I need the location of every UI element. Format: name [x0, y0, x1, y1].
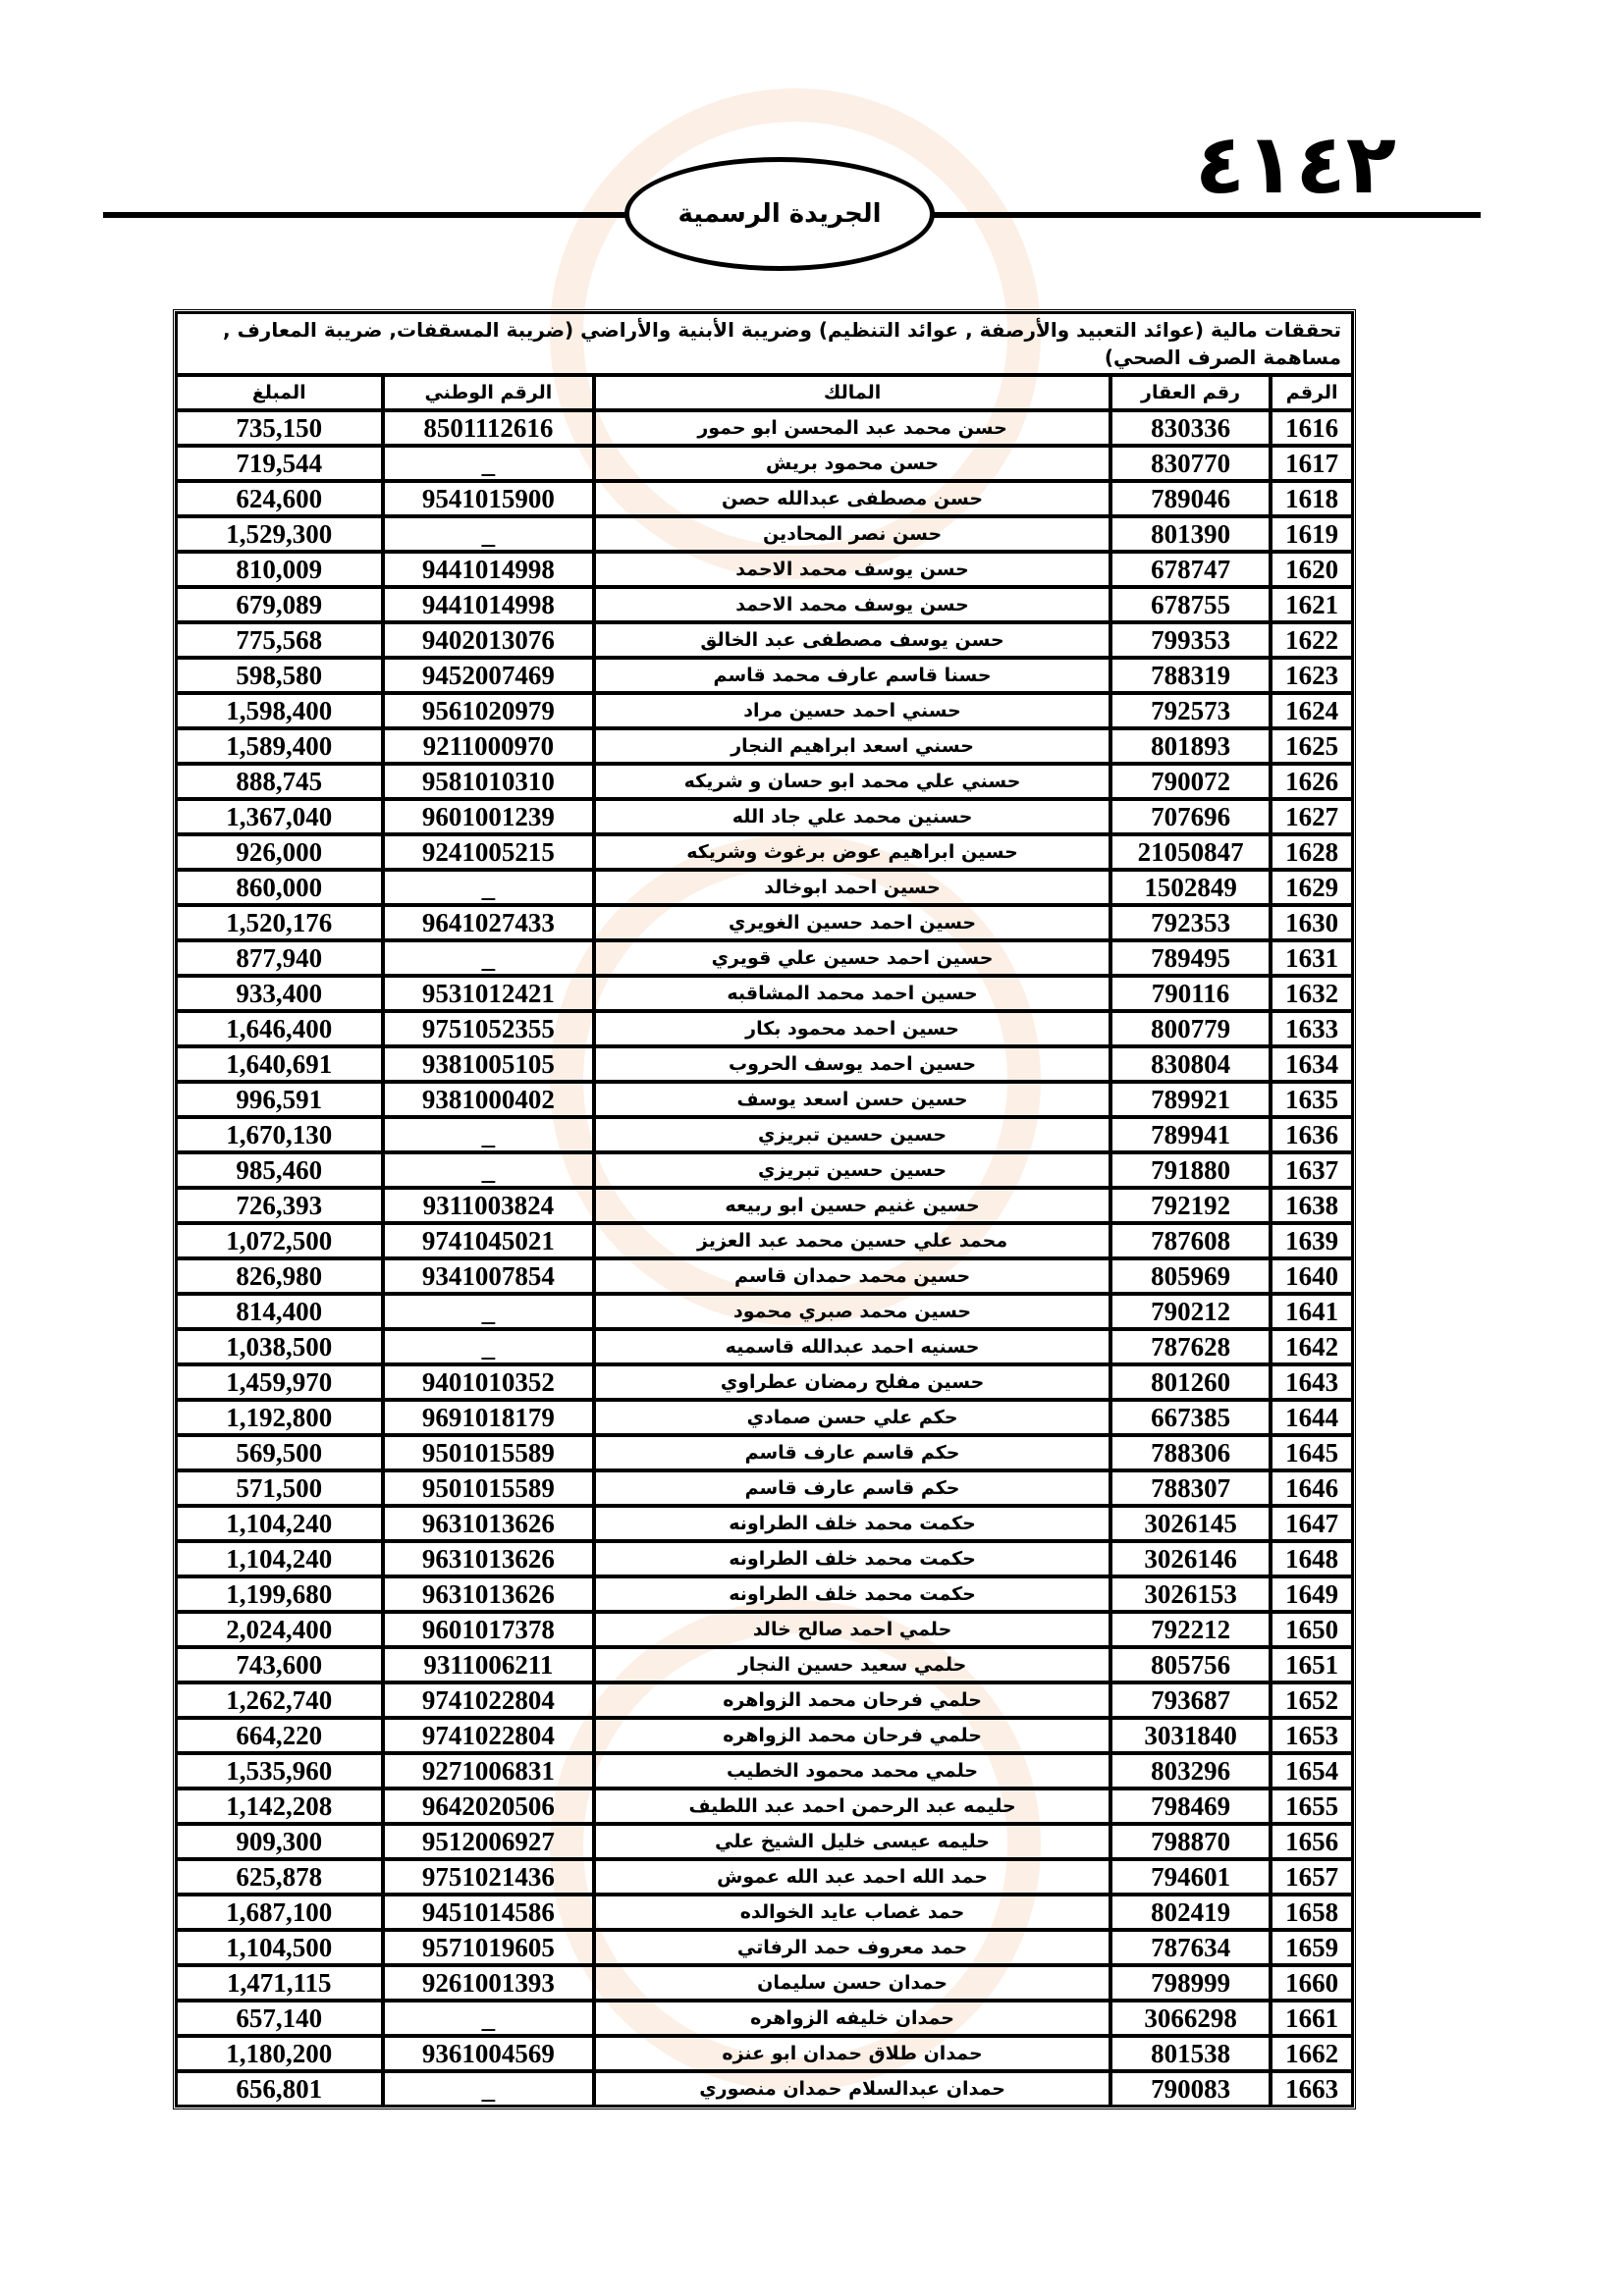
national-id: 9741022804 [383, 1682, 595, 1718]
national-id: 9341007854 [383, 1258, 595, 1294]
owner-name: حلمي فرحان محمد الزواهره [594, 1718, 1110, 1753]
national-id: 9751052355 [383, 1011, 595, 1046]
owner-name: حسين غنيم حسين ابو ربيعه [594, 1188, 1110, 1223]
amount: 719,544 [176, 446, 383, 481]
row-number: 1642 [1271, 1329, 1353, 1364]
national-id: 9402013076 [383, 622, 595, 658]
row-number: 1624 [1271, 693, 1353, 728]
table-row [176, 1470, 1353, 1506]
property-number: 793687 [1110, 1682, 1271, 1718]
table-row [176, 1930, 1353, 1965]
table-row [176, 658, 1353, 693]
amount: 877,940 [176, 940, 383, 976]
amount: 1,529,300 [176, 516, 383, 552]
row-number: 1660 [1271, 1965, 1353, 2001]
table-row [176, 1859, 1353, 1895]
national-id: 9311006211 [383, 1647, 595, 1682]
property-number: 3026153 [1110, 1576, 1271, 1612]
owner-name: حمدان حسن سليمان [594, 1965, 1110, 2001]
owner-name: حسين حسن اسعد يوسف [594, 1082, 1110, 1117]
amount: 826,980 [176, 1258, 383, 1294]
row-number: 1655 [1271, 1789, 1353, 1824]
owner-name: حمد الله احمد عبد الله عموش [594, 1859, 1110, 1895]
property-number: 790116 [1110, 976, 1271, 1011]
table-row [176, 446, 1353, 481]
row-number: 1629 [1271, 870, 1353, 905]
row-number: 1646 [1271, 1470, 1353, 1506]
amount: 735,150 [176, 410, 383, 446]
property-number: 788307 [1110, 1470, 1271, 1506]
national-id: 9531012421 [383, 976, 595, 1011]
national-id: _ [383, 1294, 595, 1329]
amount: 664,220 [176, 1718, 383, 1753]
table-row [176, 1435, 1353, 1470]
national-id: 9581010310 [383, 764, 595, 799]
row-number: 1639 [1271, 1223, 1353, 1258]
amount: 1,104,500 [176, 1930, 383, 1965]
row-number: 1661 [1271, 2001, 1353, 2036]
owner-name: حسني احمد حسين مراد [594, 693, 1110, 728]
row-number: 1644 [1271, 1400, 1353, 1435]
row-number: 1632 [1271, 976, 1353, 1011]
property-number: 667385 [1110, 1400, 1271, 1435]
property-number: 789495 [1110, 940, 1271, 976]
national-id: 9561020979 [383, 693, 595, 728]
amount: 2,024,400 [176, 1612, 383, 1647]
table-row [176, 764, 1353, 799]
national-id: 9601001239 [383, 799, 595, 834]
property-number: 798469 [1110, 1789, 1271, 1824]
table-row [176, 1294, 1353, 1329]
property-number: 789941 [1110, 1117, 1271, 1152]
publication-title [624, 157, 935, 271]
owner-name: حسن يوسف مصطفى عبد الخالق [594, 622, 1110, 658]
owner-name: حكم علي حسن صمادي [594, 1400, 1110, 1435]
table-row [176, 834, 1353, 870]
amount: 1,520,176 [176, 905, 383, 940]
owner-name: حسين احمد ابوخالد [594, 870, 1110, 905]
property-number: 791880 [1110, 1152, 1271, 1188]
property-number: 801390 [1110, 516, 1271, 552]
table-row [176, 516, 1353, 552]
table-row [176, 1541, 1353, 1576]
row-number: 1654 [1271, 1753, 1353, 1789]
national-id: 9751021436 [383, 1859, 595, 1895]
owner-name: حسين احمد حسين الغويري [594, 905, 1110, 940]
row-number: 1658 [1271, 1895, 1353, 1930]
row-number: 1619 [1271, 516, 1353, 552]
amount: 1,589,400 [176, 728, 383, 764]
property-number: 830804 [1110, 1046, 1271, 1082]
table-row [176, 1647, 1353, 1682]
table-row [176, 1718, 1353, 1753]
property-number: 678747 [1110, 552, 1271, 587]
table-row [176, 1364, 1353, 1400]
owner-name: حكمت محمد خلف الطراونه [594, 1506, 1110, 1541]
property-number: 803296 [1110, 1753, 1271, 1789]
national-id: _ [383, 1117, 595, 1152]
publication-title-text: الجريدة الرسمية [677, 199, 882, 229]
row-number: 1622 [1271, 622, 1353, 658]
column-header-amount: المبلغ [176, 375, 383, 410]
amount: 624,600 [176, 481, 383, 516]
national-id: 9631013626 [383, 1506, 595, 1541]
amount: 775,568 [176, 622, 383, 658]
column-header-number: الرقم [1271, 375, 1353, 410]
amount: 726,393 [176, 1188, 383, 1223]
national-id: 9452007469 [383, 658, 595, 693]
owner-name: حسنيه احمد عبدالله قاسميه [594, 1329, 1110, 1364]
national-id: 9361004569 [383, 2036, 595, 2071]
amount: 1,142,208 [176, 1789, 383, 1824]
row-number: 1620 [1271, 552, 1353, 587]
owner-name: حسين محمد حمدان قاسم [594, 1258, 1110, 1294]
row-number: 1635 [1271, 1082, 1353, 1117]
table-row [176, 1223, 1353, 1258]
column-header-owner: المالك [594, 375, 1110, 410]
amount: 814,400 [176, 1294, 383, 1329]
row-number: 1652 [1271, 1682, 1353, 1718]
amount: 1,180,200 [176, 2036, 383, 2071]
table-title: تحققات مالية (عوائد التعبيد والأرصفة , عوائد التنظيم) وضريبة الأبنية والأراضي (ضريبة المسقفات, ضريبة المعارف , مساهمة الصرف الصحي) [176, 312, 1353, 375]
owner-name: حسين احمد محمد المشاقبه [594, 976, 1110, 1011]
property-number: 787634 [1110, 1930, 1271, 1965]
national-id: 9451014586 [383, 1895, 595, 1930]
table-row [176, 410, 1353, 446]
property-number: 792192 [1110, 1188, 1271, 1223]
owner-name: حكمت محمد خلف الطراونه [594, 1576, 1110, 1612]
national-id: 9271006831 [383, 1753, 595, 1789]
row-number: 1656 [1271, 1824, 1353, 1859]
row-number: 1649 [1271, 1576, 1353, 1612]
amount: 1,640,691 [176, 1046, 383, 1082]
table-row [176, 940, 1353, 976]
owner-name: حمدان طلاق حمدان ابو عنزه [594, 2036, 1110, 2071]
national-id: 9512006927 [383, 1824, 595, 1859]
table-row [176, 587, 1353, 622]
table-row [176, 552, 1353, 587]
row-number: 1653 [1271, 1718, 1353, 1753]
owner-name: حسن محمود بريش [594, 446, 1110, 481]
page-number: ٤١٤٢ [1194, 116, 1396, 212]
amount: 1,367,040 [176, 799, 383, 834]
table-row [176, 1046, 1353, 1082]
table-row [176, 1082, 1353, 1117]
amount: 679,089 [176, 587, 383, 622]
owner-name: حسين احمد حسين علي قويري [594, 940, 1110, 976]
property-number: 678755 [1110, 587, 1271, 622]
owner-name: حسين مفلح رمضان عطراوي [594, 1364, 1110, 1400]
national-id: 9601017378 [383, 1612, 595, 1647]
owner-name: حمدان خليفه الزواهره [594, 2001, 1110, 2036]
table-row [176, 728, 1353, 764]
amount: 888,745 [176, 764, 383, 799]
owner-name: حسني اسعد ابراهيم النجار [594, 728, 1110, 764]
amount: 743,600 [176, 1647, 383, 1682]
national-id: _ [383, 516, 595, 552]
national-id: _ [383, 1152, 595, 1188]
national-id: 9541015900 [383, 481, 595, 516]
row-number: 1641 [1271, 1294, 1353, 1329]
amount: 996,591 [176, 1082, 383, 1117]
table-row [176, 622, 1353, 658]
amount: 810,009 [176, 552, 383, 587]
property-number: 789921 [1110, 1082, 1271, 1117]
amount: 657,140 [176, 2001, 383, 2036]
row-number: 1638 [1271, 1188, 1353, 1223]
table-row [176, 693, 1353, 728]
property-number: 805969 [1110, 1258, 1271, 1294]
owner-name: محمد علي حسين محمد عبد العزيز [594, 1223, 1110, 1258]
table-row [176, 1789, 1353, 1824]
owner-name: حسن محمد عبد المحسن ابو حمور [594, 410, 1110, 446]
column-header-national-id: الرقم الوطني [383, 375, 595, 410]
national-id: 9631013626 [383, 1541, 595, 1576]
national-id: 9211000970 [383, 728, 595, 764]
amount: 1,646,400 [176, 1011, 383, 1046]
owner-name: حسين حسين تبريزي [594, 1117, 1110, 1152]
amount: 569,500 [176, 1435, 383, 1470]
table-row [176, 1400, 1353, 1435]
property-number: 790212 [1110, 1294, 1271, 1329]
property-number: 792573 [1110, 693, 1271, 728]
table-row [176, 1824, 1353, 1859]
table-row [176, 1188, 1353, 1223]
property-number: 790083 [1110, 2071, 1271, 2107]
amount: 625,878 [176, 1859, 383, 1895]
owner-name: حلمي احمد صالح خالد [594, 1612, 1110, 1647]
row-number: 1637 [1271, 1152, 1353, 1188]
row-number: 1633 [1271, 1011, 1353, 1046]
property-number: 788306 [1110, 1435, 1271, 1470]
table-row [176, 1117, 1353, 1152]
national-id: 9501015589 [383, 1435, 595, 1470]
row-number: 1630 [1271, 905, 1353, 940]
property-number: 801893 [1110, 728, 1271, 764]
national-id: 9501015589 [383, 1470, 595, 1506]
row-number: 1662 [1271, 2036, 1353, 2071]
row-number: 1648 [1271, 1541, 1353, 1576]
national-id: 9741045021 [383, 1223, 595, 1258]
property-number: 787628 [1110, 1329, 1271, 1364]
table-row [176, 976, 1353, 1011]
national-id: 9631013626 [383, 1576, 595, 1612]
amount: 860,000 [176, 870, 383, 905]
property-number: 830770 [1110, 446, 1271, 481]
owner-name: حسن يوسف محمد الاحمد [594, 552, 1110, 587]
amount: 1,192,800 [176, 1400, 383, 1435]
amount: 598,580 [176, 658, 383, 693]
national-id: 9642020506 [383, 1789, 595, 1824]
national-id: 9441014998 [383, 552, 595, 587]
table-row [176, 2071, 1353, 2107]
amount: 1,687,100 [176, 1895, 383, 1930]
table-row [176, 905, 1353, 940]
property-number: 801538 [1110, 2036, 1271, 2071]
national-id: 9381005105 [383, 1046, 595, 1082]
table-row [176, 870, 1353, 905]
owner-name: حكم قاسم عارف قاسم [594, 1470, 1110, 1506]
national-id: 9641027433 [383, 905, 595, 940]
row-number: 1657 [1271, 1859, 1353, 1895]
national-id: _ [383, 2071, 595, 2107]
owner-name: حمد غصاب عايد الخوالده [594, 1895, 1110, 1930]
property-number: 792353 [1110, 905, 1271, 940]
row-number: 1650 [1271, 1612, 1353, 1647]
table-row [176, 481, 1353, 516]
owner-name: حسين احمد محمود بكار [594, 1011, 1110, 1046]
row-number: 1621 [1271, 587, 1353, 622]
owner-name: حليمه عبد الرحمن احمد عبد اللطيف [594, 1789, 1110, 1824]
row-number: 1645 [1271, 1435, 1353, 1470]
property-number: 790072 [1110, 764, 1271, 799]
national-id: 9261001393 [383, 1965, 595, 2001]
table-row [176, 1612, 1353, 1647]
table-row [176, 1329, 1353, 1364]
amount: 1,104,240 [176, 1506, 383, 1541]
table-row [176, 799, 1353, 834]
property-number: 3066298 [1110, 2001, 1271, 2036]
national-id: _ [383, 446, 595, 481]
owner-name: حسنين محمد علي جاد الله [594, 799, 1110, 834]
property-number: 3026145 [1110, 1506, 1271, 1541]
amount: 933,400 [176, 976, 383, 1011]
owner-name: حسين محمد صبري محمود [594, 1294, 1110, 1329]
owner-name: حكم قاسم عارف قاسم [594, 1435, 1110, 1470]
amount: 1,598,400 [176, 693, 383, 728]
amount: 1,471,115 [176, 1965, 383, 2001]
owner-name: حسن يوسف محمد الاحمد [594, 587, 1110, 622]
owner-name: حلمي فرحان محمد الزواهره [594, 1682, 1110, 1718]
owner-name: حسين حسين تبريزي [594, 1152, 1110, 1188]
row-number: 1626 [1271, 764, 1353, 799]
property-number: 799353 [1110, 622, 1271, 658]
owner-name: حسنا قاسم عارف محمد قاسم [594, 658, 1110, 693]
amount: 1,459,970 [176, 1364, 383, 1400]
national-id: 9241005215 [383, 834, 595, 870]
row-number: 1659 [1271, 1930, 1353, 1965]
amount: 985,460 [176, 1152, 383, 1188]
owner-name: حلمي سعيد حسين النجار [594, 1647, 1110, 1682]
national-id: 9381000402 [383, 1082, 595, 1117]
row-number: 1647 [1271, 1506, 1353, 1541]
table-row [176, 1753, 1353, 1789]
row-number: 1663 [1271, 2071, 1353, 2107]
row-number: 1617 [1271, 446, 1353, 481]
national-id: 9401010352 [383, 1364, 595, 1400]
amount: 1,262,740 [176, 1682, 383, 1718]
national-id: 9441014998 [383, 587, 595, 622]
owner-name: حسن نصر المحادين [594, 516, 1110, 552]
table-row [176, 1965, 1353, 2001]
table-row [176, 1258, 1353, 1294]
amount: 1,104,240 [176, 1541, 383, 1576]
row-number: 1618 [1271, 481, 1353, 516]
row-number: 1631 [1271, 940, 1353, 976]
property-number: 798870 [1110, 1824, 1271, 1859]
property-number: 794601 [1110, 1859, 1271, 1895]
owner-name: حسين احمد يوسف الحروب [594, 1046, 1110, 1082]
amount: 1,199,680 [176, 1576, 383, 1612]
property-number: 792212 [1110, 1612, 1271, 1647]
row-number: 1634 [1271, 1046, 1353, 1082]
property-number: 3026146 [1110, 1541, 1271, 1576]
amount: 571,500 [176, 1470, 383, 1506]
property-number: 3031840 [1110, 1718, 1271, 1753]
table-row [176, 1506, 1353, 1541]
national-id: 9741022804 [383, 1718, 595, 1753]
owner-name: حسني علي محمد ابو حسان و شريكه [594, 764, 1110, 799]
row-number: 1643 [1271, 1364, 1353, 1400]
amount: 926,000 [176, 834, 383, 870]
property-number: 805756 [1110, 1647, 1271, 1682]
owner-name: حسين ابراهيم عوض برغوث وشريكه [594, 834, 1110, 870]
property-number: 788319 [1110, 658, 1271, 693]
row-number: 1651 [1271, 1647, 1353, 1682]
table-row [176, 1011, 1353, 1046]
property-number: 800779 [1110, 1011, 1271, 1046]
row-number: 1623 [1271, 658, 1353, 693]
financial-dues-table [173, 309, 1356, 2109]
amount: 1,670,130 [176, 1117, 383, 1152]
column-header-property-number: رقم العقار [1110, 375, 1271, 410]
amount: 656,801 [176, 2071, 383, 2107]
property-number: 801260 [1110, 1364, 1271, 1400]
national-id: _ [383, 1329, 595, 1364]
amount: 909,300 [176, 1824, 383, 1859]
row-number: 1627 [1271, 799, 1353, 834]
amount: 1,072,500 [176, 1223, 383, 1258]
owner-name: حلمي محمد محمود الخطيب [594, 1753, 1110, 1789]
national-id: 9571019605 [383, 1930, 595, 1965]
table-row [176, 2036, 1353, 2071]
table-row [176, 1682, 1353, 1718]
row-number: 1640 [1271, 1258, 1353, 1294]
owner-name: حسن مصطفى عبدالله حصن [594, 481, 1110, 516]
national-id: _ [383, 870, 595, 905]
table-row [176, 1576, 1353, 1612]
national-id: _ [383, 940, 595, 976]
property-number: 707696 [1110, 799, 1271, 834]
property-number: 21050847 [1110, 834, 1271, 870]
property-number: 787608 [1110, 1223, 1271, 1258]
national-id: 8501112616 [383, 410, 595, 446]
amount: 1,535,960 [176, 1753, 383, 1789]
row-number: 1625 [1271, 728, 1353, 764]
national-id: 9311003824 [383, 1188, 595, 1223]
table-row [176, 1152, 1353, 1188]
property-number: 798999 [1110, 1965, 1271, 2001]
national-id: _ [383, 2001, 595, 2036]
row-number: 1628 [1271, 834, 1353, 870]
owner-name: حمدان عبدالسلام حمدان منصوري [594, 2071, 1110, 2107]
row-number: 1616 [1271, 410, 1353, 446]
table-row [176, 2001, 1353, 2036]
property-number: 1502849 [1110, 870, 1271, 905]
property-number: 830336 [1110, 410, 1271, 446]
amount: 1,038,500 [176, 1329, 383, 1364]
property-number: 802419 [1110, 1895, 1271, 1930]
owner-name: حمد معروف حمد الرفاتي [594, 1930, 1110, 1965]
national-id: 9691018179 [383, 1400, 595, 1435]
owner-name: حكمت محمد خلف الطراونه [594, 1541, 1110, 1576]
owner-name: حليمه عيسى خليل الشيخ علي [594, 1824, 1110, 1859]
row-number: 1636 [1271, 1117, 1353, 1152]
property-number: 789046 [1110, 481, 1271, 516]
table-row [176, 1895, 1353, 1930]
